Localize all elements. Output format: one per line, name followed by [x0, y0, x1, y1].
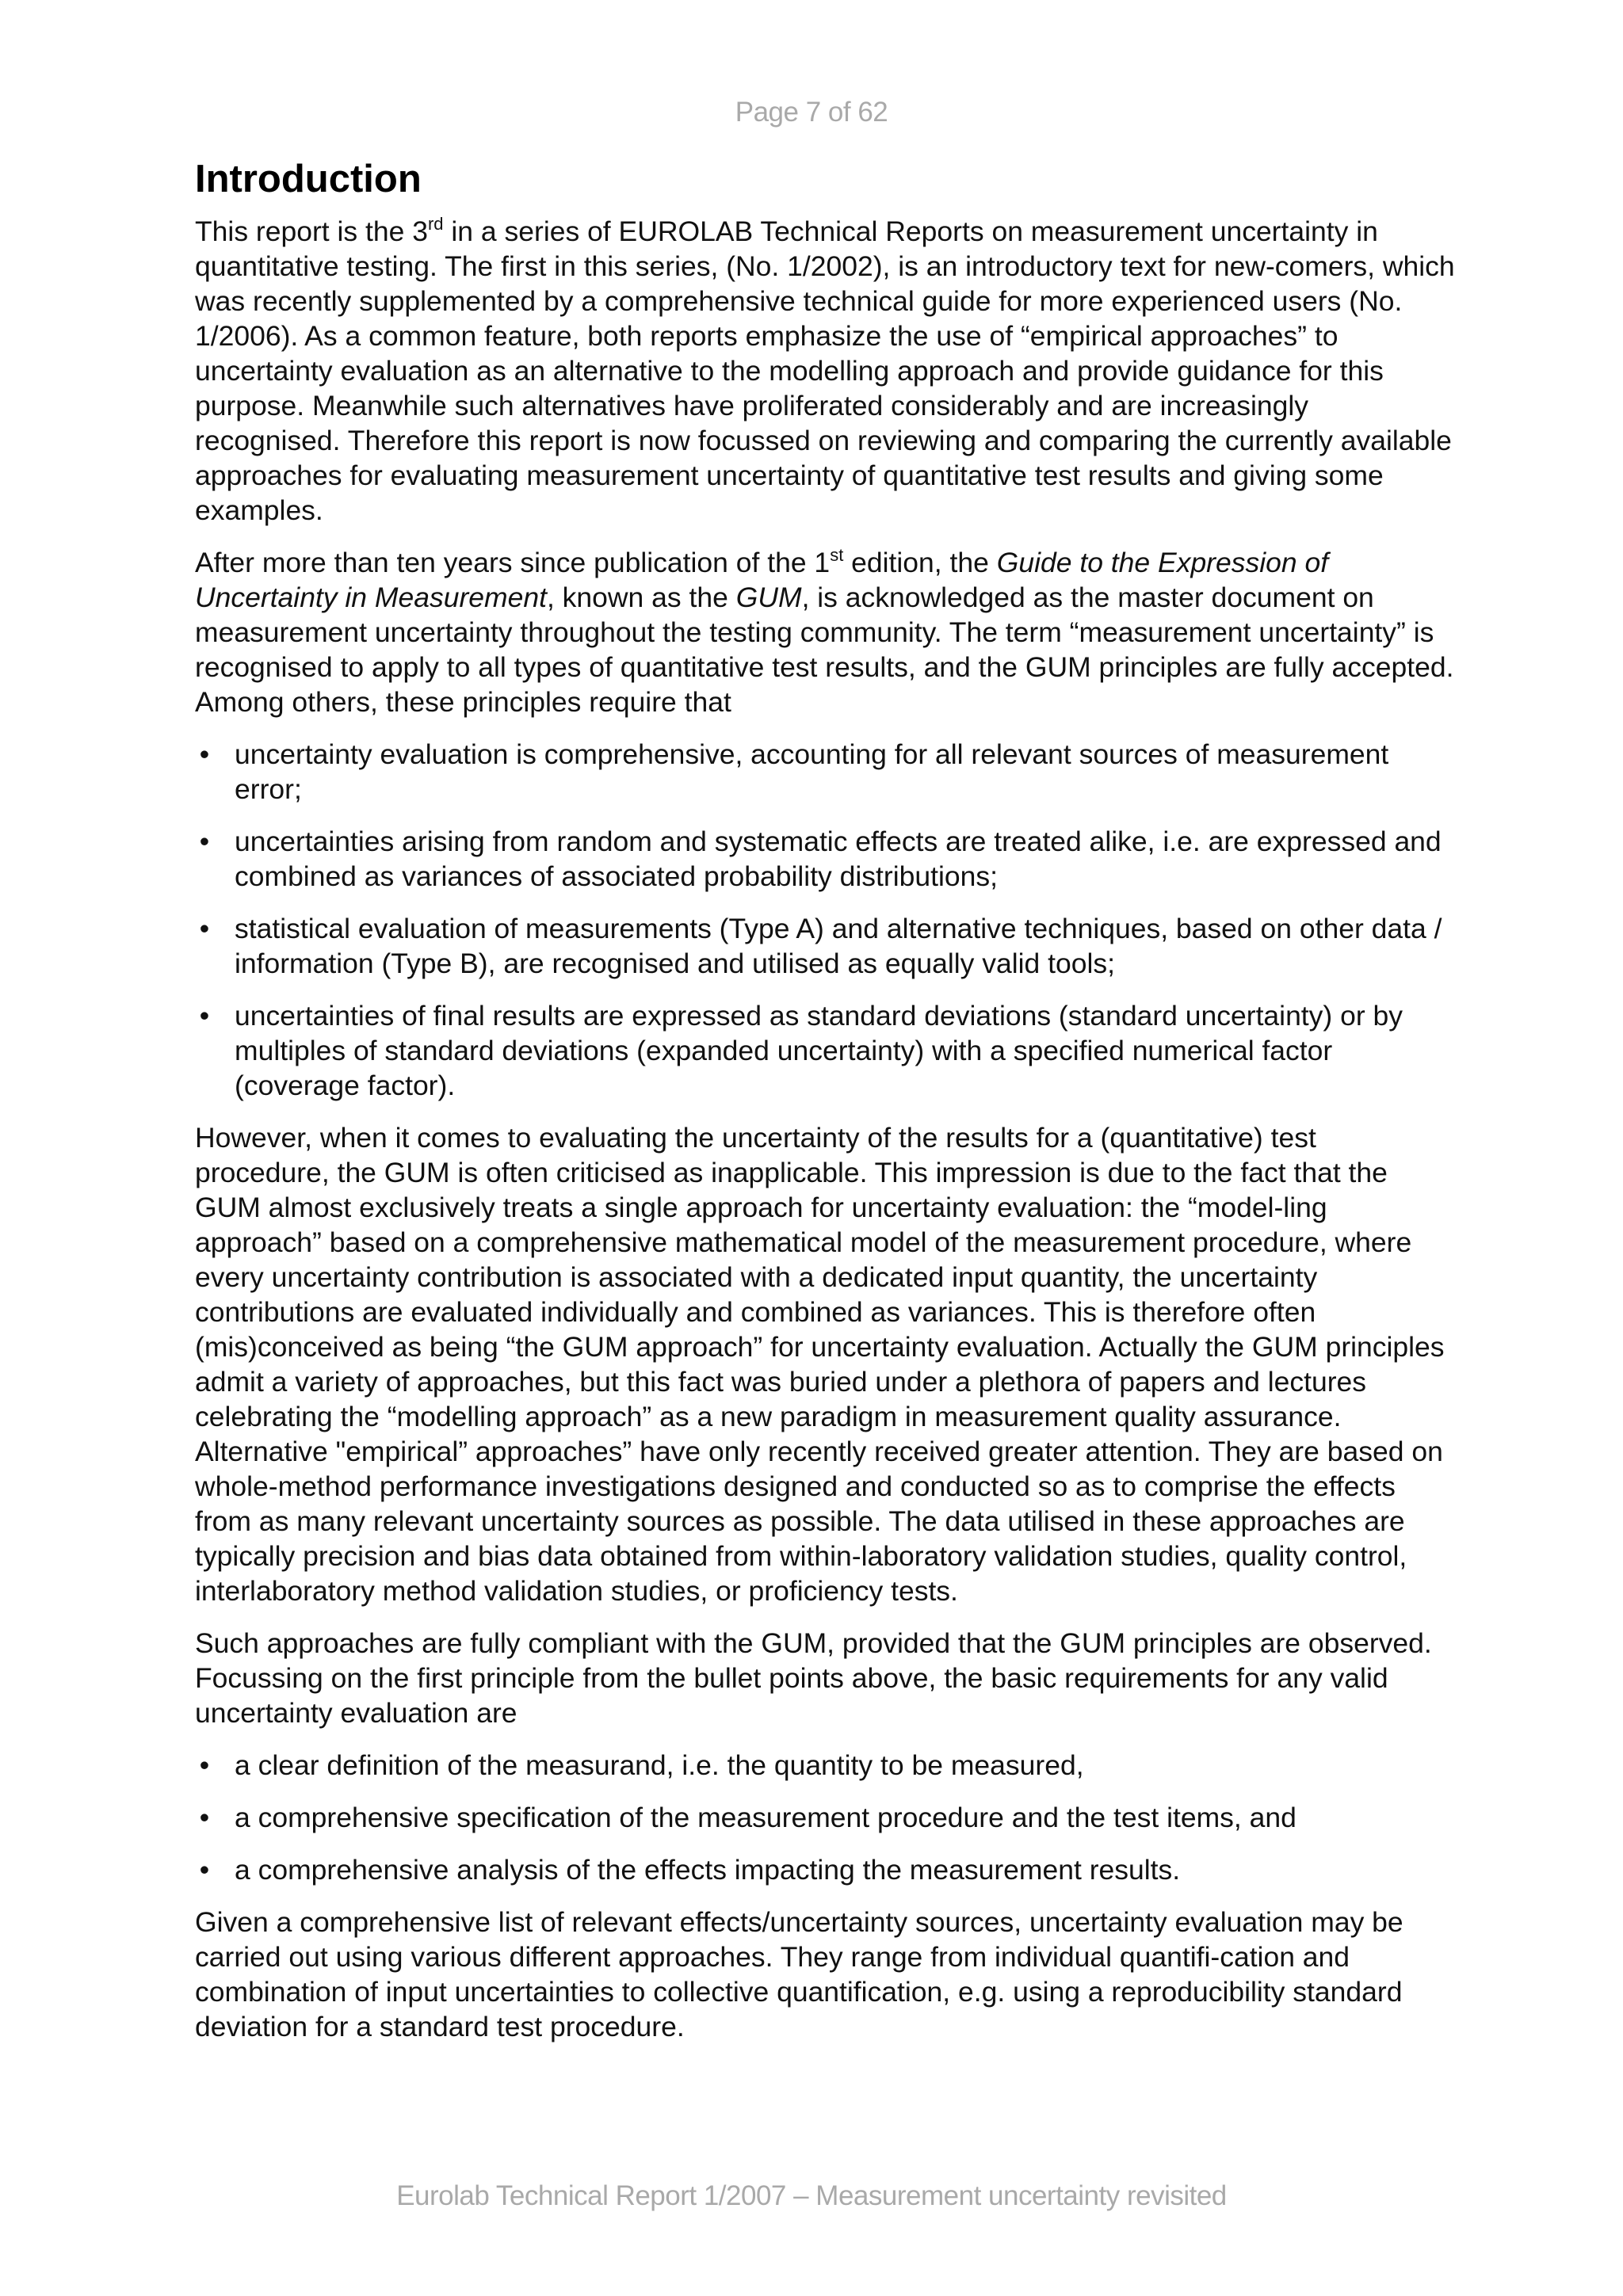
- bullet-icon: •: [199, 1000, 210, 1032]
- list-item-text: uncertainties of final results are expressed as standard deviations (standard uncertainty) or by multiples of standard deviations (expanded uncertainty) with a specified numerical factor (coverage factor).: [235, 1000, 1403, 1101]
- text-span: After more than ten years since publication of the 1: [195, 547, 831, 578]
- bullet-icon: •: [199, 913, 210, 944]
- paragraph-compliance: Such approaches are fully compliant with the GUM, provided that the GUM principles are observed. Focussing on the first principle from the bullet points above, the basic requirements for any valid uncertainty evaluation are: [195, 1627, 1432, 1729]
- list-item-text: a comprehensive specification of the measurement procedure and the test items, and: [235, 1802, 1296, 1833]
- bullet-icon: •: [199, 1749, 210, 1781]
- bullet-icon: •: [199, 826, 210, 857]
- principles-list: [195, 737, 1458, 1103]
- list-item: [195, 737, 1458, 807]
- italic-title: Guide to the Expression of Uncertainty in Measurement: [195, 547, 1329, 613]
- superscript: st: [830, 545, 844, 565]
- page-number: Page 7 of 62: [735, 97, 888, 128]
- list-item-text: statistical evaluation of measurements (Type A) and alternative techniques, based on other data / information (Type B), are recognised and utilised as equally valid tools;: [235, 913, 1442, 979]
- text-span: in a series of EUROLAB Technical Reports on measurement uncertainty in quantitative testing. The first in this series, (No. 1/2002), is an introductory text for new-comers, which was recently supplemented by a comprehensive technical guide for more experienced users (No. 1/2006). As a common feature, both reports emphasize the use of “empirical approaches” to uncertainty evaluation as an alternative to the modelling approach and provide guidance for this purpose. Meanwhile such alternatives have proliferated considerably and are increasingly recognised. Therefore this report is now focussed on reviewing and comparing the currently available approaches for evaluating measurement uncertainty of quantitative test results and giving some examples.: [195, 215, 1455, 526]
- text-span: This report is the 3: [195, 215, 428, 247]
- text-span: edition, the: [843, 547, 997, 578]
- list-item: [195, 911, 1458, 981]
- document-body: [195, 155, 1458, 2061]
- list-item-text: a clear definition of the measurand, i.e. the quantity to be measured,: [235, 1749, 1084, 1781]
- list-item-text: a comprehensive analysis of the effects impacting the measurement results.: [235, 1854, 1181, 1886]
- paragraph-intro: [195, 214, 1458, 528]
- list-item-text: uncertainties arising from random and systematic effects are treated alike, i.e. are expressed and combined as variances of associated probability distributions;: [235, 826, 1442, 892]
- text-span: , is acknowledged as the master document on measurement uncertainty throughout the testing community. The term “measurement uncertainty” is recognised to apply to all types of quantitative test results, and the GUM principles are fully accepted. Among others, these principles require that: [195, 582, 1454, 718]
- page-footer: Eurolab Technical Report 1/2007 – Measurement uncertainty revisited: [396, 2180, 1227, 2211]
- paragraph-approaches: Given a comprehensive list of relevant effects/uncertainty sources, uncertainty evaluation may be carried out using various different approaches. They range from individual quantifi-cation and combination of input uncertainties to collective quantification, e.g. using a reproducibility standard deviation for a standard test procedure.: [195, 1906, 1403, 2042]
- italic-abbrev: GUM: [735, 582, 802, 613]
- paragraph-criticism: However, when it comes to evaluating the uncertainty of the results for a (quantitative) test procedure, the GUM is often criticised as inapplicable. This impression is due to the fact that the GUM almost exclusively treats a single approach for uncertainty evaluation: the “model-ling approach” based on a comprehensive mathematical model of the measurement procedure, where every uncertainty contribution is associated with a dedicated input quantity, the uncertainty contributions are evaluated individually and combined as variances. This is therefore often (mis)conceived as being “the GUM approach” for uncertainty evaluation. Actually the GUM principles admit a variety of approaches, but this fact was buried under a plethora of papers and lectures celebrating the “modelling approach” as a new paradigm in measurement quality assurance. Alternative "empirical” approaches” have only recently received greater attention. They are based on whole-method performance investigations designed and conducted so as to comprise the effects from as many relevant uncertainty sources as possible. The data utilised in these approaches are typically precision and bias data obtained from within-laboratory validation studies, quality control, interlaboratory method validation studies, or proficiency tests.: [195, 1122, 1445, 1607]
- list-item: [195, 824, 1458, 894]
- requirements-list: [195, 1748, 1458, 1887]
- section-heading: Introduction: [195, 158, 422, 200]
- list-item: [195, 998, 1458, 1103]
- bullet-icon: •: [199, 1854, 210, 1886]
- list-item-text: uncertainty evaluation is comprehensive, accounting for all relevant sources of measurement error;: [235, 738, 1389, 805]
- superscript: rd: [427, 214, 444, 234]
- bullet-icon: •: [199, 1802, 210, 1833]
- paragraph-gum: [195, 545, 1458, 719]
- text-span: , known as the: [546, 582, 736, 613]
- bullet-icon: •: [199, 738, 210, 770]
- list-item: [195, 1852, 1458, 1887]
- list-item: [195, 1800, 1458, 1835]
- list-item: [195, 1748, 1458, 1783]
